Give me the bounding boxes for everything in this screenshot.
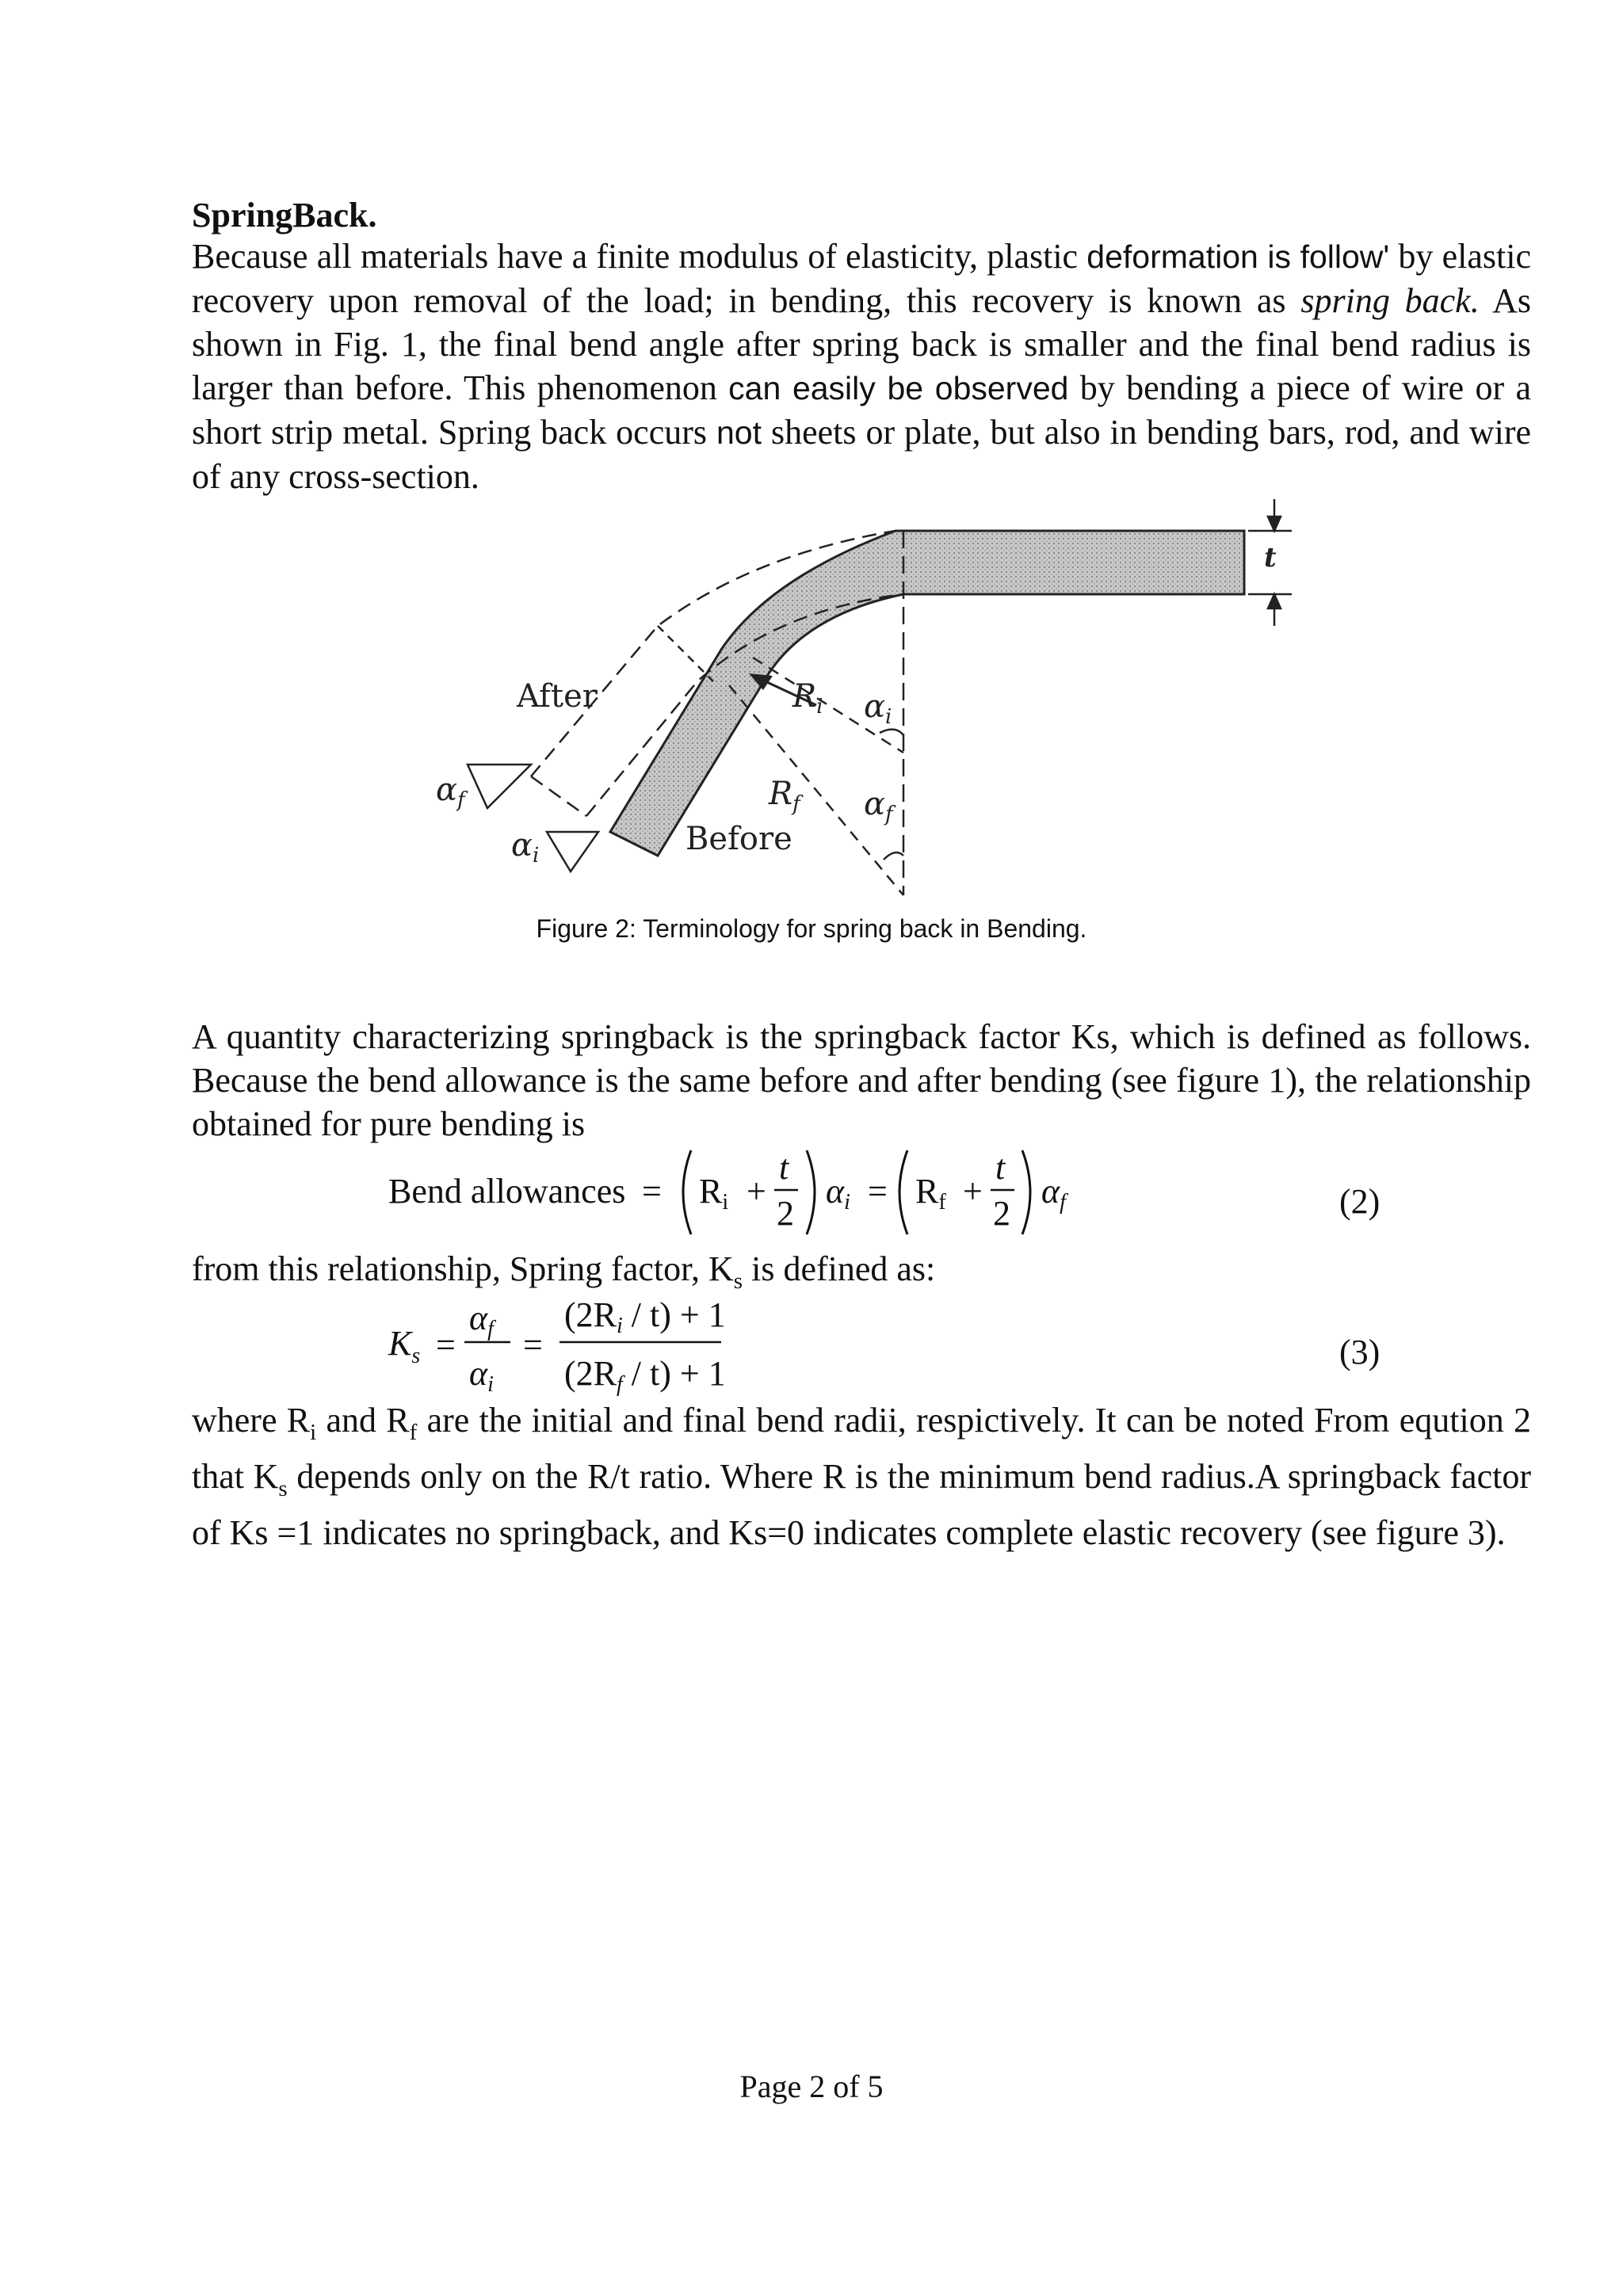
- eq2-ri: Ri: [699, 1172, 729, 1215]
- text-run: sheets or plate, but also in bending bars, rod, and wire of any cross-section.: [192, 413, 1532, 496]
- subscript: s: [733, 1268, 743, 1294]
- figure-caption: Figure 2: Terminology for spring back in Bending.: [536, 914, 1087, 943]
- text-run: and R: [316, 1401, 410, 1440]
- equation-2-number: (2): [1339, 1182, 1381, 1221]
- eq3-equals-2: =: [523, 1325, 543, 1364]
- text-run: As shown in Fig. 1, the final bend angle after spring back is smaller and the final bend radius is larger than before. This phenomenon: [192, 281, 1531, 407]
- paragraph-radii-explanation: [192, 1398, 1531, 1554]
- springback-diagram: [396, 499, 1316, 911]
- springback-figure: [396, 499, 1316, 911]
- subscript: f: [409, 1419, 418, 1445]
- section-heading: SpringBack.: [192, 196, 377, 235]
- text-run: depends only on the R/t ratio. Where R is the minimum bend radius.A springback factor of Ks =1 indicates no springback, and Ks=0 indicates complete elastic recovery (see figure 3).: [192, 1456, 1531, 1552]
- eq2-alpha-f: αf: [1041, 1172, 1066, 1215]
- text-run: can easily be observed: [728, 370, 1069, 406]
- paragraph-springback-factor: A quantity characterizing springback is the springback factor Ks, which is defined as follows. Because the bend allowance is the same before and after bending (see figure 1), the relationship obtained for pure bending is: [192, 1017, 1531, 1143]
- eq3-denominator: (2Rf / t) + 1: [564, 1354, 726, 1397]
- eq2-two-1: 2: [777, 1194, 794, 1233]
- eq2-alpha-i: αi: [826, 1172, 850, 1215]
- eq2-plus-2: +: [963, 1172, 983, 1211]
- eq3-ks: $K_s$: [388, 1324, 421, 1368]
- bent-strip: [610, 531, 1244, 856]
- term-spring-back: spring back.: [1300, 281, 1480, 320]
- equation-3-number: (3): [1339, 1333, 1381, 1371]
- text-run: from this relationship, Spring factor, K: [192, 1249, 734, 1288]
- eq2-equals-1: =: [642, 1172, 662, 1211]
- eq2-rf: Rf: [915, 1172, 946, 1215]
- subscript: i: [310, 1419, 317, 1445]
- eq2-t-1: t: [779, 1148, 789, 1187]
- text-run: are the initial and final bend radii, respictively. It can be noted From eqution 2 that K: [192, 1401, 1531, 1496]
- eq3-equals-1: =: [436, 1325, 456, 1364]
- text-run: not: [716, 414, 762, 451]
- page-number: Page 2 of 5: [739, 2069, 884, 2104]
- text-run: is defined as:: [743, 1249, 936, 1288]
- equation-2-svg: [380, 1141, 1094, 1244]
- label-thickness: t: [1264, 542, 1277, 574]
- label-alpha-i-right: $\alpha_i$: [864, 688, 892, 729]
- label-alpha-f-right: $\alpha_f$: [864, 786, 893, 826]
- label-before: Before: [685, 821, 792, 857]
- text-run: deformation is follow': [1086, 238, 1390, 275]
- text-run: where R: [192, 1401, 311, 1440]
- label-initial-radius: $R_i$: [792, 678, 823, 719]
- eq2-lhs: Bend allowances: [388, 1172, 626, 1211]
- text-run: by bending a piece of wire or a short strip metal. Spring back occurs: [192, 368, 1532, 452]
- eq3-alpha-i: αi: [469, 1354, 494, 1397]
- eq3-alpha-f: αf: [469, 1299, 494, 1341]
- eq2-t-2: t: [995, 1148, 1006, 1187]
- subscript: s: [278, 1475, 288, 1501]
- eq2-plus-1: +: [747, 1172, 766, 1211]
- eq2-two-2: 2: [993, 1194, 1010, 1233]
- text-run: by elastic recovery upon removal of the load; in bending, this recovery is known as: [192, 237, 1532, 320]
- label-final-radius: $R_f$: [769, 776, 800, 816]
- eq2-equals-2: =: [868, 1172, 888, 1211]
- eq3-numerator: (2Ri / t) + 1: [564, 1295, 726, 1338]
- label-alpha-i-left: $\alpha_i$: [511, 827, 540, 868]
- text-run: Because all materials have a finite modulus of elasticity, plastic: [192, 237, 1087, 276]
- label-after: After: [517, 678, 598, 715]
- paragraph-springback-intro: [192, 235, 1531, 498]
- label-alpha-f-left: $\alpha_f$: [436, 772, 465, 812]
- equation-3-svg: [380, 1291, 856, 1402]
